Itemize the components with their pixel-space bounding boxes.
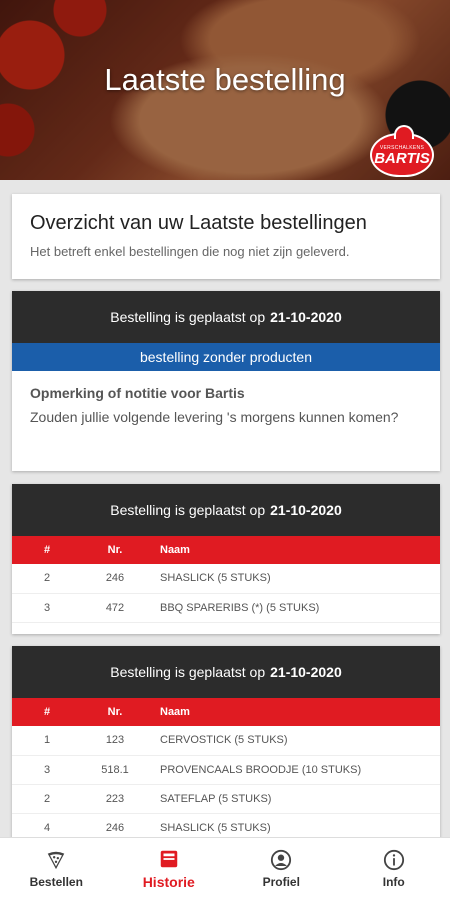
- nav-item-historie[interactable]: [113, 838, 226, 900]
- intro-title: Overzicht van uw Laatste bestellingen: [30, 212, 367, 234]
- order-items-table: [12, 698, 440, 837]
- order-date-prefix: Bestelling is geplaatst op: [110, 664, 266, 680]
- logo-subtext: VERSCHALKENS: [379, 144, 425, 151]
- cell-nr: 223: [70, 784, 160, 813]
- col-name: Naam: [160, 544, 190, 556]
- order-card: [12, 646, 440, 837]
- cell-qty: 4: [12, 813, 70, 837]
- note-text: Zouden jullie volgende levering 's morgens kunnen komen?: [30, 409, 399, 425]
- scroll-content[interactable]: [0, 180, 450, 837]
- order-header: [12, 484, 440, 536]
- col-qty: #: [43, 706, 51, 718]
- col-nr: Nr.: [107, 544, 123, 556]
- pizza-slice-icon: [45, 849, 67, 871]
- col-nr: Nr.: [107, 706, 123, 718]
- order-card: [12, 484, 440, 634]
- cell-qty: 3: [12, 755, 70, 784]
- logo-bump: [394, 125, 414, 139]
- order-note: [12, 371, 440, 428]
- nav-item-profiel[interactable]: [225, 838, 338, 900]
- empty-order-banner: bestelling zonder producten: [12, 343, 440, 371]
- table-row: [12, 755, 440, 784]
- nav-item-bestellen[interactable]: [0, 838, 113, 900]
- table-row: [12, 564, 440, 593]
- note-title: Opmerking of notitie voor Bartis: [30, 385, 245, 401]
- nav-label: Bestellen: [29, 875, 83, 889]
- cell-name: CERVOSTICK (5 STUKS): [160, 726, 440, 755]
- nav-item-info[interactable]: [338, 838, 450, 900]
- history-box-icon: [158, 848, 180, 870]
- col-name: Naam: [160, 706, 190, 718]
- order-card: [12, 291, 440, 471]
- table-header-row: [12, 536, 440, 564]
- table-row: [12, 813, 440, 837]
- cell-nr: 246: [70, 813, 160, 837]
- order-header: [12, 291, 440, 343]
- table-row: [12, 726, 440, 755]
- order-items-table: [12, 536, 440, 623]
- cell-qty: 2: [12, 564, 70, 593]
- bottom-nav: [0, 837, 450, 900]
- cell-qty: 3: [12, 593, 70, 622]
- cell-name: SATEFLAP (5 STUKS): [160, 784, 440, 813]
- cell-nr: 518.1: [70, 755, 160, 784]
- intro-subtitle: Het betreft enkel bestellingen die nog niet zijn geleverd.: [30, 244, 350, 259]
- cell-name: PROVENCAALS BROODJE (10 STUKS): [160, 755, 440, 784]
- intro-card: [12, 194, 440, 279]
- cell-name: SHASLICK (5 STUKS): [160, 564, 440, 593]
- info-icon: [383, 849, 405, 871]
- cell-nr: 246: [70, 564, 160, 593]
- nav-label: Historie: [142, 874, 195, 890]
- nav-label: Info: [382, 875, 405, 889]
- cell-nr: 123: [70, 726, 160, 755]
- order-header: [12, 646, 440, 698]
- table-row: [12, 593, 440, 622]
- bartis-logo: [370, 133, 434, 177]
- cell-nr: 472: [70, 593, 160, 622]
- table-header-row: [12, 698, 440, 726]
- cell-name: BBQ SPARERIBS (*) (5 STUKS): [160, 593, 440, 622]
- order-date: 21-10-2020: [270, 502, 342, 518]
- logo-text: BARTIS: [374, 149, 430, 167]
- nav-label: Profiel: [262, 875, 300, 889]
- cell-name: SHASLICK (5 STUKS): [160, 813, 440, 837]
- user-circle-icon: [270, 849, 292, 871]
- header-banner: [0, 0, 450, 180]
- cell-qty: 2: [12, 784, 70, 813]
- page-title: Laatste bestelling: [104, 62, 346, 97]
- order-date: 21-10-2020: [270, 309, 342, 325]
- order-date-prefix: Bestelling is geplaatst op: [110, 309, 266, 325]
- col-qty: #: [43, 544, 51, 556]
- order-date: 21-10-2020: [270, 664, 342, 680]
- order-date-prefix: Bestelling is geplaatst op: [110, 502, 266, 518]
- cell-qty: 1: [12, 726, 70, 755]
- table-row: [12, 784, 440, 813]
